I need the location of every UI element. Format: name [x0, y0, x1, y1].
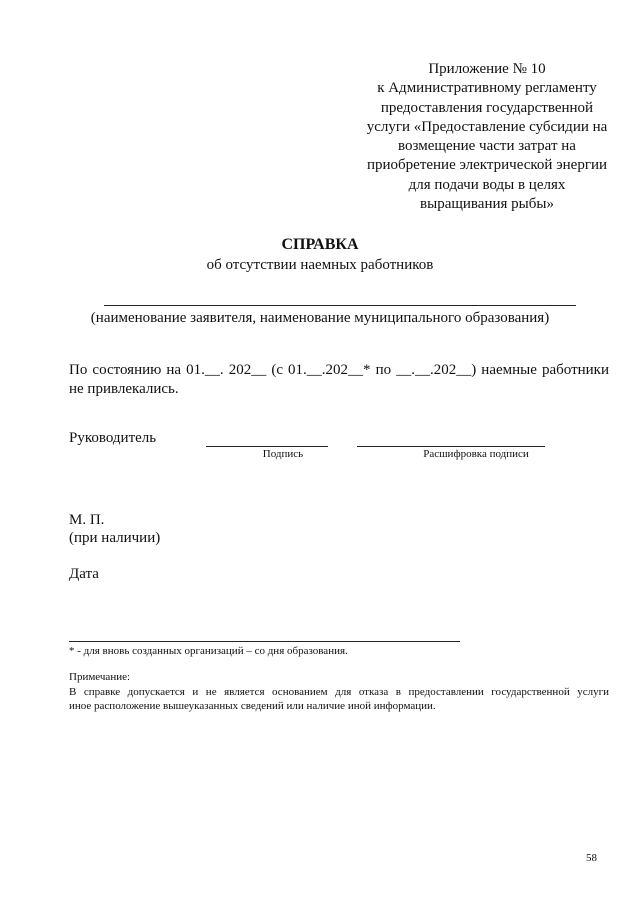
- status-line: По состоянию на 01.__. 202__ (с 01.__.202__* по __.__.202__) наемные работники: [69, 362, 609, 378]
- note-line: иное расположение вышеуказанных сведений или наличие иной информации.: [69, 700, 436, 712]
- appendix-line: выращивания рыбы»: [420, 196, 554, 213]
- status-statement: [69, 361, 609, 399]
- appendix-line: возмещение части затрат на: [398, 138, 576, 155]
- page-number: 58: [586, 852, 597, 864]
- signature-decoding-line: [357, 446, 545, 447]
- note-title: Примечание:: [69, 671, 131, 683]
- applicant-name-line: [104, 305, 576, 306]
- note-line: В справке допускается и не является основанием для отказа в предоставлении государственной услуги: [69, 686, 609, 698]
- date-label: Дата: [69, 566, 99, 582]
- appendix-line: приобретение электрической энергии: [366, 157, 608, 174]
- stamp-note: (при наличии): [69, 530, 161, 546]
- appendix-header: [352, 60, 622, 214]
- signature-decoding-caption: Расшифровка подписи: [423, 448, 529, 460]
- document-title: СПРАВКА: [281, 236, 359, 253]
- document-subtitle: об отсутствии наемных работников: [206, 257, 434, 273]
- appendix-line: Приложение № 10: [428, 61, 546, 77]
- stamp-label: М. П.: [69, 512, 105, 528]
- status-line: не привлекались.: [69, 381, 179, 397]
- note-body: [69, 685, 609, 713]
- footnote-text: * - для вновь созданных организаций – со дня образования.: [69, 645, 348, 657]
- appendix-line: для подачи воды в целях: [408, 176, 566, 193]
- footnote-divider: [69, 641, 460, 642]
- appendix-line: услуги «Предоставление субсидии на: [366, 118, 608, 135]
- signature-line: [206, 446, 328, 447]
- applicant-caption: (наименование заявителя, наименование муниципального образования): [90, 310, 550, 326]
- appendix-line: предоставления государственной: [380, 99, 594, 116]
- signature-caption: Подпись: [262, 448, 304, 460]
- head-label: Руководитель: [69, 430, 157, 446]
- stamp-block: [69, 511, 160, 547]
- appendix-line: к Административному регламенту: [377, 80, 597, 97]
